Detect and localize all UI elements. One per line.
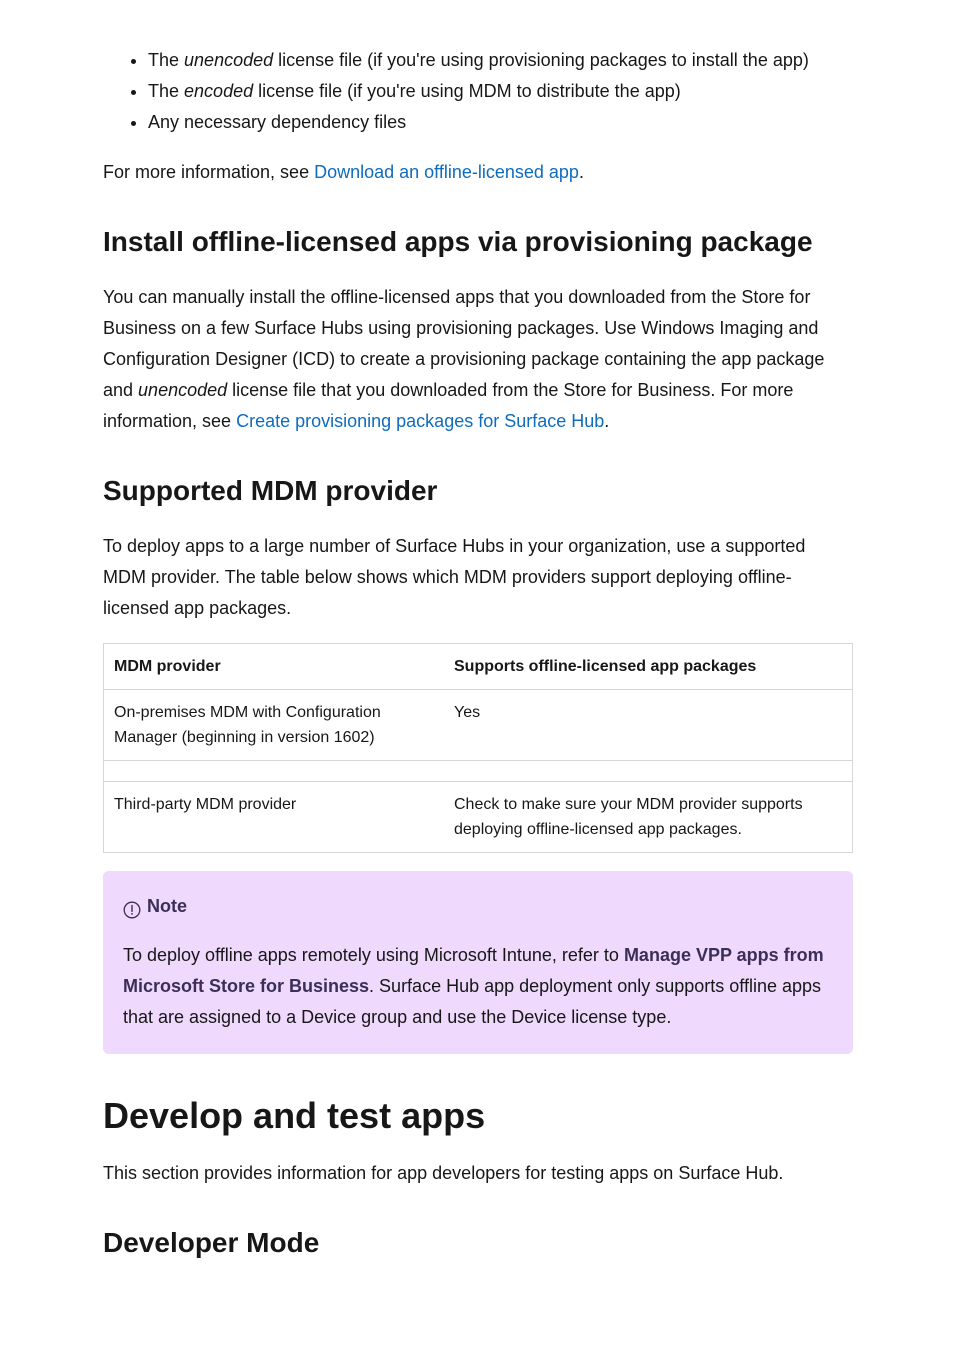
table-cell: Yes <box>444 690 853 761</box>
note-title <box>123 891 833 922</box>
table-row-empty <box>104 761 853 782</box>
table-cell: Third-party MDM provider <box>104 782 445 853</box>
more-info-paragraph: For more information, see Download an offline-licensed app. <box>103 162 584 182</box>
note-callout <box>103 871 853 1054</box>
list-item: • The encoded license file (if you're using MDM to distribute the app) <box>148 76 809 107</box>
developer-mode-heading: Developer Mode <box>103 1227 320 1258</box>
note-body: To deploy offline apps remotely using Microsoft Intune, refer to Manage VPP apps from Microsoft Store for Business. Surface Hub app deployment only supports offline apps that are assigned to a Device group and use the Device license type. <box>123 945 824 1027</box>
info-icon <box>123 898 141 916</box>
install-paragraph: You can manually install the offline-licensed apps that you downloaded from the Store for Business on a few Surface Hubs using provisioning packages. Use Windows Imaging and Configuration Designer (ICD) to create a provisioning package containing the app package and unencoded license file that you downloaded from the Store for Business. For more information, see Create provisioning packages for Surface Hub. <box>103 287 825 431</box>
note-title-text: Note <box>147 896 187 916</box>
table-row <box>104 782 853 853</box>
file-list <box>103 45 809 138</box>
download-offline-app-link[interactable]: Download an offline-licensed app <box>314 162 579 182</box>
install-section-heading: Install offline-licensed apps via provisioning package <box>103 226 813 257</box>
manage-vpp-apps-link[interactable]: Manage VPP apps from Microsoft Store for Business <box>123 945 824 996</box>
develop-intro-paragraph: This section provides information for app developers for testing apps on Surface Hub. <box>103 1163 784 1183</box>
create-provisioning-packages-link[interactable]: Create provisioning packages for Surface Hub <box>236 411 605 431</box>
table-row <box>104 690 853 761</box>
mdm-section-heading: Supported MDM provider <box>103 475 438 506</box>
mdm-provider-table <box>103 643 853 853</box>
table-cell-empty <box>444 761 853 782</box>
mdm-intro-paragraph: To deploy apps to a large number of Surface Hubs in your organization, use a supported MDM provider. The table below shows which MDM providers support deploying offline-licensed app packages. <box>103 536 806 618</box>
table-cell: Check to make sure your MDM provider supports deploying offline-licensed app packages. <box>444 782 853 853</box>
develop-section-heading: Develop and test apps <box>103 1095 486 1136</box>
table-cell: On-premises MDM with Configuration Manager (beginning in version 1602) <box>104 690 445 761</box>
column-header-support: Supports offline-licensed app packages <box>444 644 853 690</box>
list-item: • Any necessary dependency files <box>148 107 809 138</box>
table-header-row <box>104 644 853 690</box>
list-item: • The unencoded license file (if you're using provisioning packages to install the app) <box>148 45 809 76</box>
table-cell-empty <box>104 761 445 782</box>
column-header-provider: MDM provider <box>104 644 445 690</box>
